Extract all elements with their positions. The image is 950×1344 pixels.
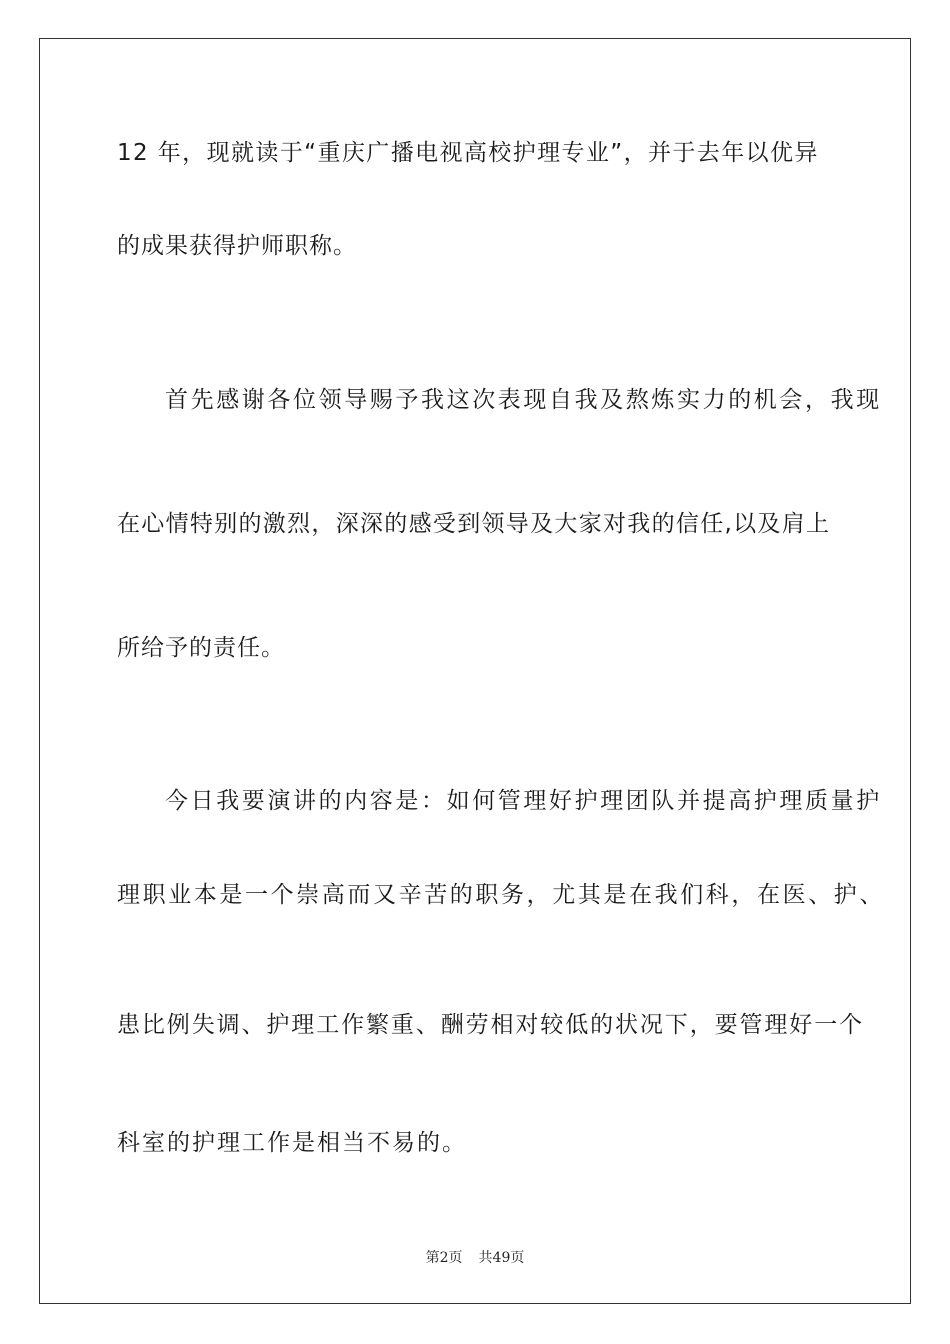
page-border bbox=[39, 38, 911, 1304]
text-line-9: 科室的护理工作是相当不易的。 bbox=[117, 1130, 467, 1156]
text-line-7: 理职业本是一个崇高而又辛苦的职务，尤其是在我们科，在医、护、 bbox=[117, 882, 885, 908]
text-line-3: 首先感谢各位领导赐予我这次表现自我及熬炼实力的机会，我现 bbox=[165, 387, 882, 413]
text-line-6: 今日我要演讲的内容是：如何管理好护理团队并提高护理质量护 bbox=[165, 788, 882, 814]
text-line-2: 的成果获得护师职称。 bbox=[117, 233, 357, 259]
text-line-5: 所给予的责任。 bbox=[117, 635, 285, 661]
page-number-current: 第2页 bbox=[425, 1250, 463, 1266]
page-number-total: 共49页 bbox=[478, 1250, 525, 1266]
text-line-4: 在心情特别的激烈，深深的感受到领导及大家对我的信任,以及肩上 bbox=[117, 511, 831, 537]
text-line-8: 患比例失调、护理工作繁重、酬劳相对较低的状况下，要管理好一个 bbox=[117, 1012, 864, 1038]
text-line-1: 12 年，现就读于“重庆广播电视高校护理专业”，并于去年以优异 bbox=[117, 140, 819, 166]
page-footer bbox=[0, 1249, 950, 1267]
